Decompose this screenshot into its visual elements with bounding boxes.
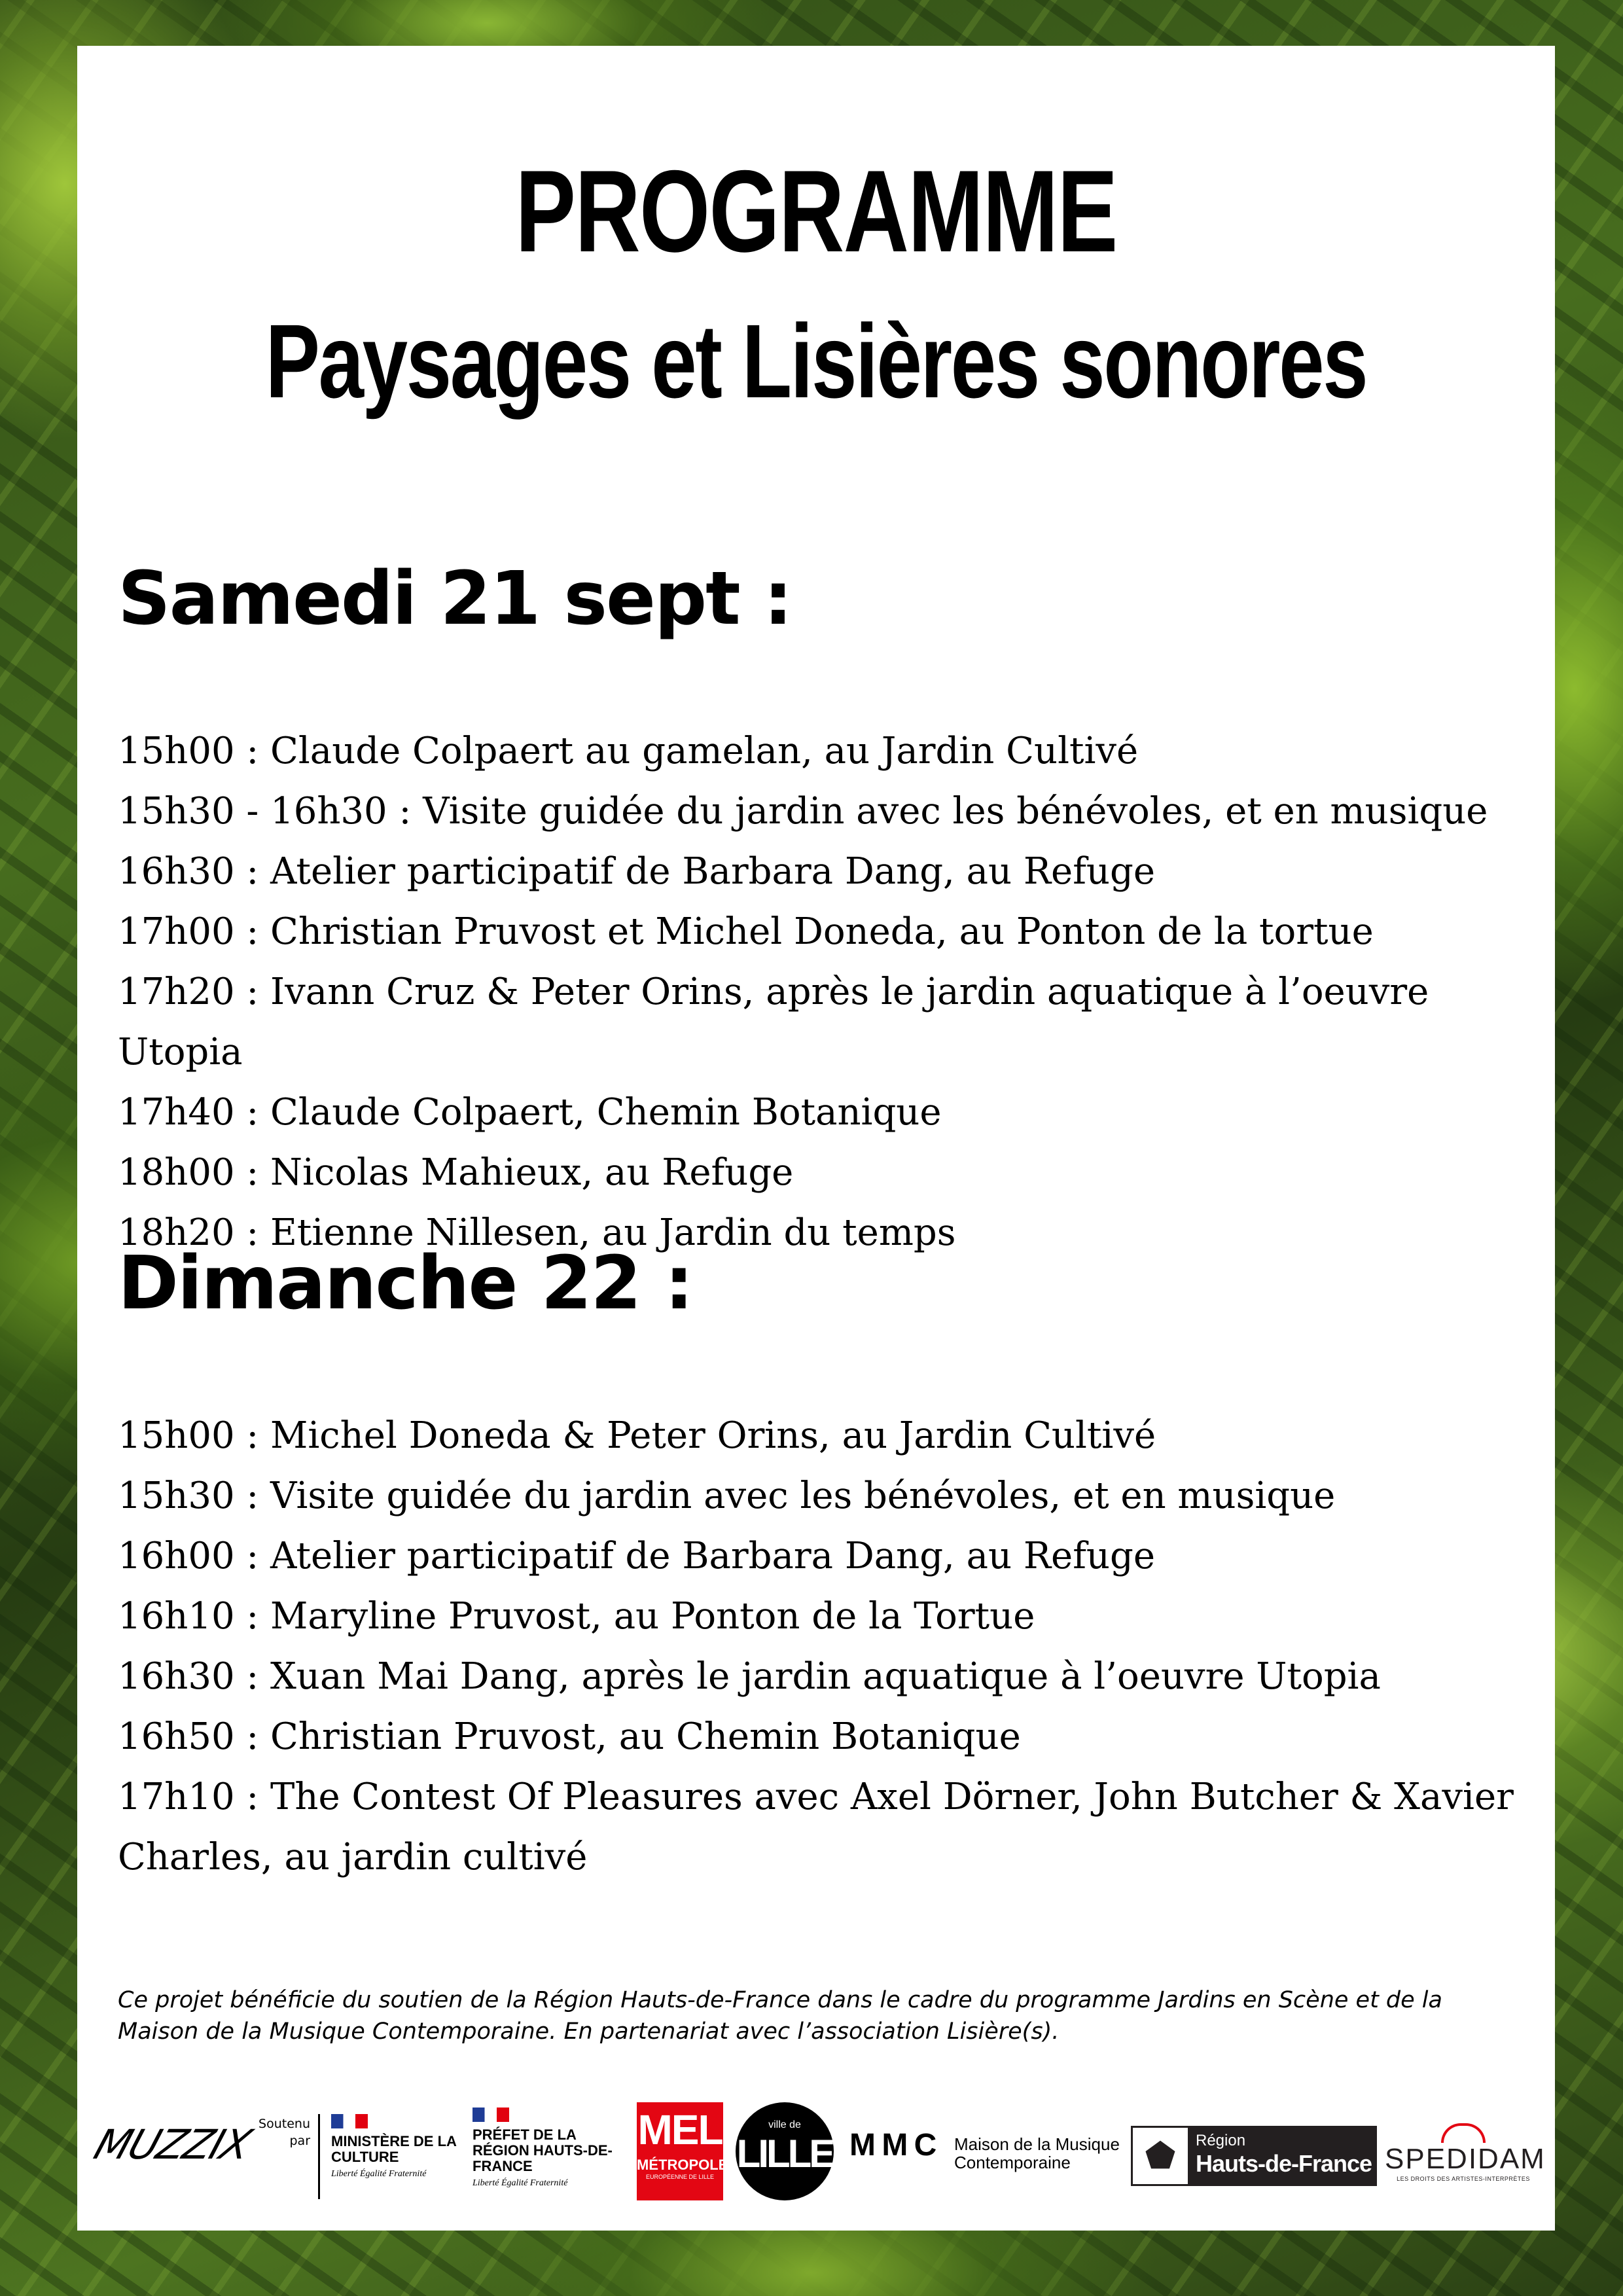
region-big: Hauts-de-France	[1196, 2150, 1372, 2177]
schedule-item: 16h50 : Christian Pruvost, au Chemin Botanique	[118, 1715, 1021, 1758]
page-title: PROGRAMME	[515, 146, 1117, 276]
spedidam-mark: SPEDIDAM	[1385, 2143, 1546, 2175]
spedidam-arc-icon	[1441, 2123, 1486, 2143]
mmc-text: Maison de la Musique Contemporaine	[954, 2134, 1120, 2172]
mmc-mark: M M C	[849, 2128, 936, 2162]
schedule-item: 16h30 : Xuan Mai Dang, après le jardin aquatique à l’oeuvre Utopia	[118, 1655, 1381, 1698]
soutenu-label: Soutenu par	[259, 2117, 310, 2148]
schedule-item: 15h30 : Visite guidée du jardin avec les bénévoles, et en musique	[118, 1475, 1336, 1517]
schedule-item: 15h30 - 16h30 : Visite guidée du jardin avec les bénévoles, et en musique	[118, 790, 1488, 833]
funding-note: Ce projet bénéficie du soutien de la Région Hauts-de-France dans le cadre du programme Jardins en Scène et de la Maison de la Musique Contemporaine. En partenariat avec l’association Lisière(s).	[118, 1987, 1442, 2045]
muzzix-logo: MUZZIX	[88, 2121, 257, 2168]
region-hdf-logo	[1131, 2126, 1377, 2186]
lille-mark: LILLE	[736, 2132, 833, 2176]
marianne-flag-icon	[331, 2114, 368, 2128]
lille-small: ville de	[768, 2119, 801, 2130]
schedule-item: 17h20 : Ivann Cruz & Peter Orins, après le jardin aquatique à l’oeuvre Utopia	[118, 971, 1429, 1073]
saturday-heading: Samedi 21 sept :	[118, 556, 792, 641]
schedule-item: 16h30 : Atelier participatif de Barbara Dang, au Refuge	[118, 850, 1155, 893]
schedule-item: 18h00 : Nicolas Mahieux, au Refuge	[118, 1151, 794, 1194]
schedule-item: 17h10 : The Contest Of Pleasures avec Axel Dörner, John Butcher & Xavier Charles, au jardin cultivé	[118, 1776, 1514, 1878]
prefet-logo	[473, 2108, 623, 2189]
partner-logos	[77, 2094, 1555, 2212]
mel-mark: MEL	[637, 2106, 722, 2153]
spedidam-logo	[1385, 2123, 1546, 2189]
mel-sub: MÉTROPOLE	[637, 2157, 728, 2173]
france-map-icon: ⬟	[1133, 2128, 1188, 2184]
marianne-flag-icon	[473, 2108, 509, 2122]
mel-logo	[637, 2102, 728, 2200]
program-panel	[77, 46, 1555, 2231]
schedule-item: 15h00 : Claude Colpaert au gamelan, au Jardin Cultivé	[118, 730, 1139, 772]
saturday-schedule	[118, 721, 1525, 1263]
schedule-item: 17h40 : Claude Colpaert, Chemin Botanique	[118, 1091, 942, 1134]
ministere-culture-logo	[331, 2114, 462, 2179]
schedule-item: 16h00 : Atelier participatif de Barbara Dang, au Refuge	[118, 1535, 1155, 1577]
mel-tiny: EUROPÉENNE DE LILLE	[645, 2174, 715, 2180]
ville-de-lille-logo	[736, 2102, 834, 2200]
prefet-name: PRÉFET DE LA RÉGION HAUTS-DE-FRANCE	[473, 2126, 613, 2174]
ministere-name: MINISTÈRE DE LA CULTURE	[331, 2133, 457, 2165]
sunday-schedule	[118, 1406, 1525, 1888]
sunday-heading: Dimanche 22 :	[118, 1241, 693, 1326]
divider	[318, 2114, 320, 2199]
schedule-item: 17h00 : Christian Pruvost et Michel Doneda, au Ponton de la tortue	[118, 910, 1374, 953]
ministere-motto: Liberté Égalité Fraternité	[331, 2169, 427, 2179]
page-subtitle: Paysages et Lisières sonores	[265, 302, 1367, 420]
region-small: Région	[1196, 2132, 1246, 2149]
mmc-logo	[849, 2121, 1124, 2186]
schedule-item: 18h20 : Etienne Nillesen, au Jardin du temps	[118, 1211, 956, 1254]
prefet-motto: Liberté Égalité Fraternité	[473, 2178, 568, 2188]
schedule-item: 15h00 : Michel Doneda & Peter Orins, au Jardin Cultivé	[118, 1414, 1156, 1457]
spedidam-tagline: LES DROITS DES ARTISTES-INTERPRÈTES	[1397, 2176, 1530, 2182]
schedule-item: 16h10 : Maryline Pruvost, au Ponton de la Tortue	[118, 1595, 1035, 1638]
